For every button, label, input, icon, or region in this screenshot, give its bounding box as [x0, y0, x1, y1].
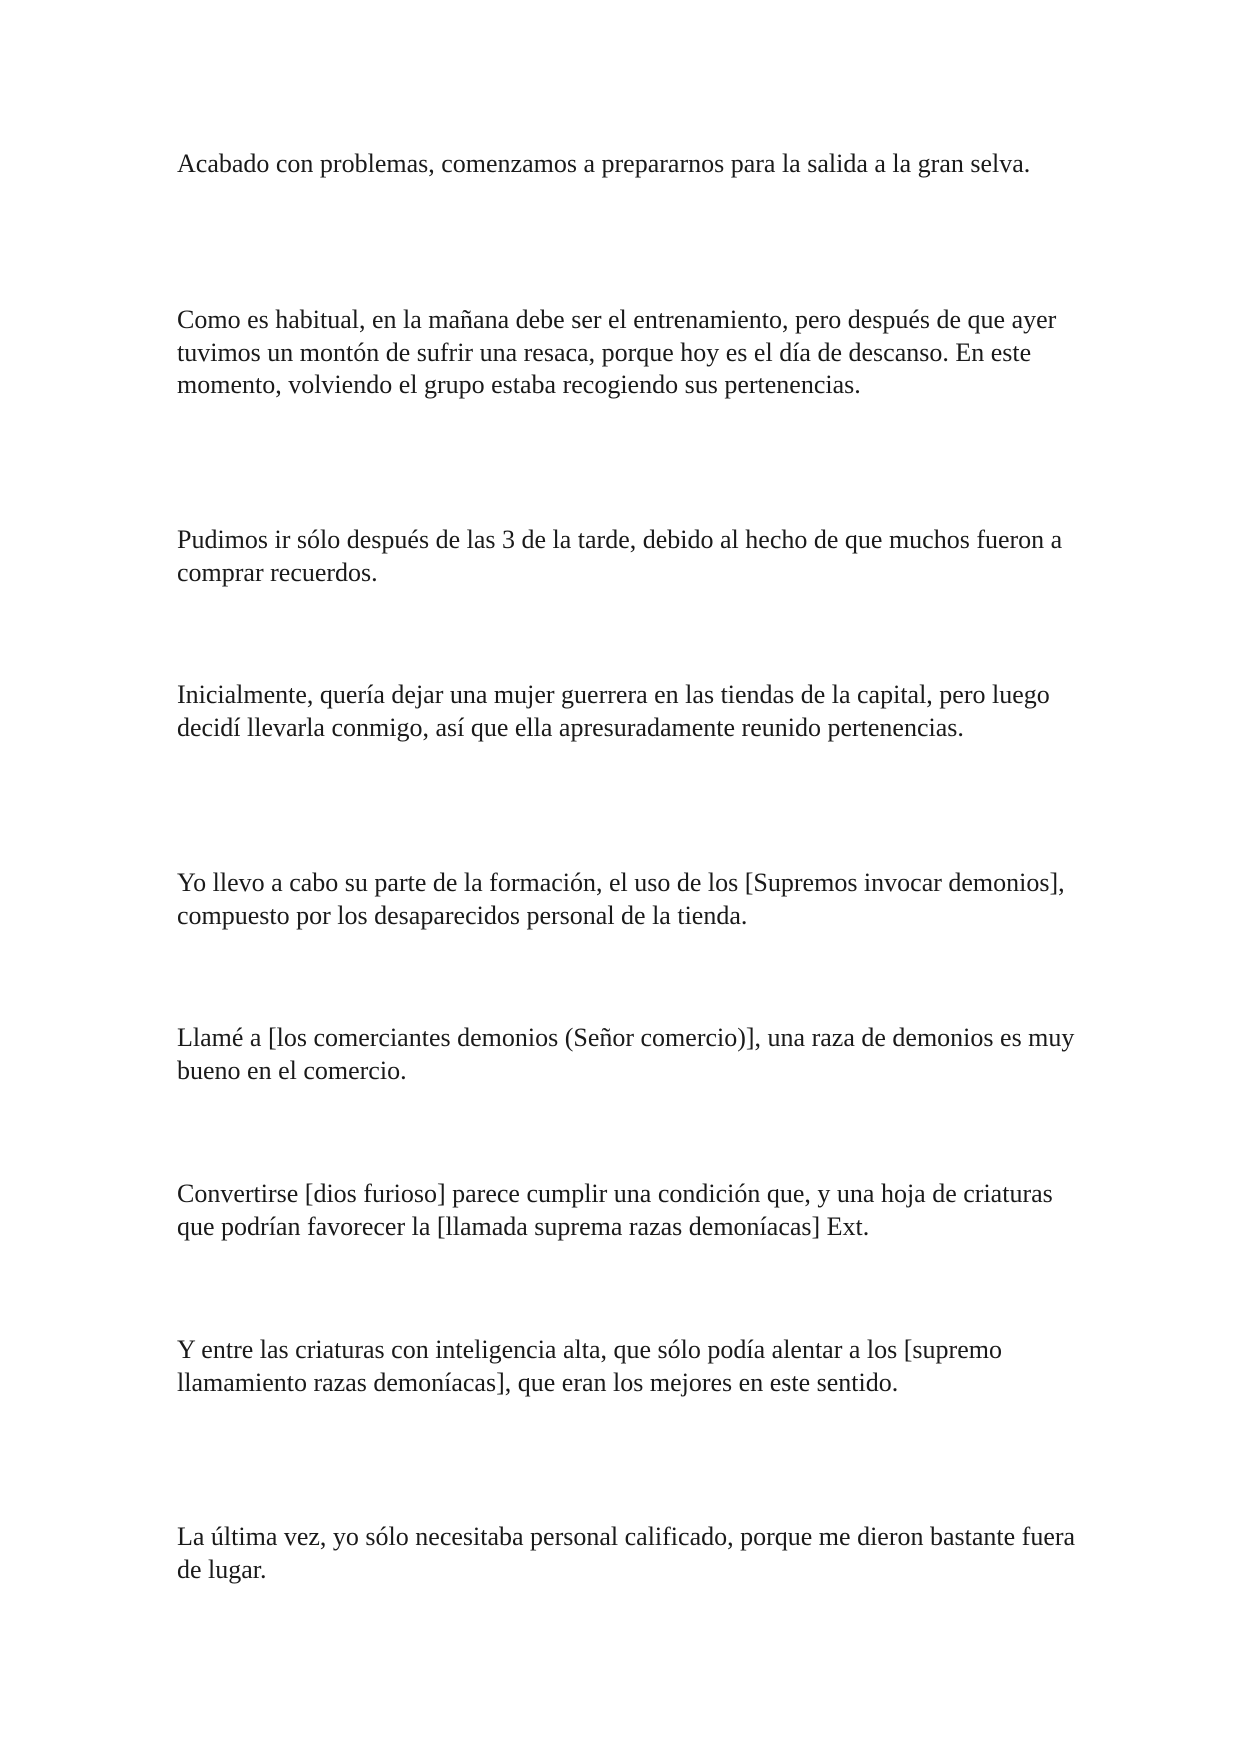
paragraph-2: Como es habitual, en la mañana debe ser el entrenamiento, pero después de que ayer tuvimos un montón de sufrir una resaca, porque hoy es el día de descanso. En este momento, volviendo el grupo estaba recogiendo sus pertenencias.	[177, 305, 1057, 399]
paragraph-8: Y entre las criaturas con inteligencia alta, que sólo podía alentar a los [supremo llamamiento razas demoníacas], que eran los mejores en este sentido.	[177, 1335, 1002, 1397]
paragraph-9: La última vez, yo sólo necesitaba personal calificado, porque me dieron bastante fuera de lugar.	[177, 1522, 1076, 1584]
paragraph-6: Llamé a [los comerciantes demonios (Señor comercio)], una raza de demonios es muy bueno en el comercio.	[177, 1023, 1075, 1085]
paragraph-1: Acabado con problemas, comenzamos a prepararnos para la salida a la gran selva.	[177, 149, 1031, 178]
paragraph-7: Convertirse [dios furioso] parece cumplir una condición que, y una hoja de criaturas que podrían favorecer la [llamada suprema razas demoníacas] Ext.	[177, 1179, 1053, 1241]
paragraph-3: Pudimos ir sólo después de las 3 de la tarde, debido al hecho de que muchos fueron a comprar recuerdos.	[177, 525, 1063, 587]
paragraph-4: Inicialmente, quería dejar una mujer guerrera en las tiendas de la capital, pero luego decidí llevarla conmigo, así que ella apresuradamente reunido pertenencias.	[177, 680, 1050, 742]
paragraph-5: Yo llevo a cabo su parte de la formación, el uso de los [Supremos invocar demonios], compuesto por los desaparecidos personal de la tienda.	[177, 868, 1065, 930]
